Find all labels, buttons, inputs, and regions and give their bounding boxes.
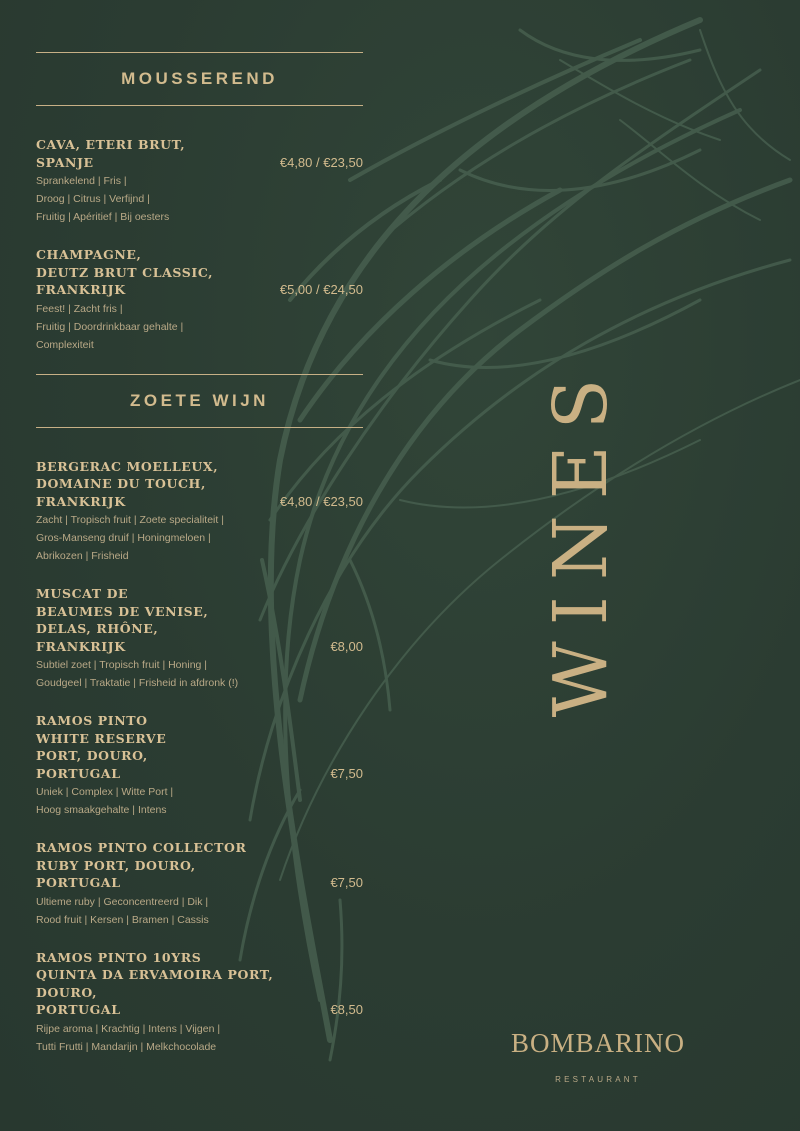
wine-item [36,585,363,692]
wines-title: WINES [538,362,624,718]
wine-price: €8,50 [330,1002,363,1017]
wine-price: €8,00 [330,638,363,654]
brand-subtitle: RESTAURANT [555,1075,641,1084]
section-mousserend [36,52,363,354]
wine-name: RAMOS PINTO COLLECTOR RUBY PORT, DOURO, PORTUGAL [36,840,247,890]
wine-item [36,246,363,354]
wine-description: Subtiel zoet | Tropisch fruit | Honing | Goudgeel | Traktatie | Frisheid in afdronk (!) [36,659,239,689]
wine-name: CAVA, ETERI BRUT, SPANJE [36,137,186,170]
wine-name: MUSCAT DE BEAUMES DE VENISE, DELAS, RHÔNE, FRANKRIJK [36,586,209,654]
wine-price: €4,80 / €23,50 [279,493,363,509]
wine-price: €7,50 [330,765,363,781]
section-header [36,374,363,428]
wine-price: €5,00 / €24,50 [279,282,363,297]
wine-item [36,839,363,929]
wine-description: Sprankelend | Fris | Droog | Citrus | Verfijnd | Fruitig | Apéritief | Bij oesters [36,175,170,223]
section-zoete-wijn [36,374,363,1056]
section-header [36,52,363,106]
brand-logo [490,1028,706,1084]
wine-item [36,949,363,1056]
wine-name: RAMOS PINTO WHITE RESERVE PORT, DOURO, PORTUGAL [36,713,167,781]
wine-name: CHAMPAGNE, DEUTZ BRUT CLASSIC, FRANKRIJK [36,247,214,297]
wine-name: BERGERAC MOELLEUX, DOMAINE DU TOUCH, FRANKRIJK [36,458,219,509]
wine-description: Feest! | Zacht fris | Fruitig | Doordrinkbaar gehalte | Complexiteit [36,302,184,351]
wine-description: Zacht | Tropisch fruit | Zoete specialiteit | Gros-Manseng druif | Honingmeloen | Abrikozen | Frisheid [36,514,224,562]
wine-item [36,458,363,566]
wine-menu [36,52,363,1076]
section-title: ZOETE WIJN [130,390,269,410]
wine-description: Ultieme ruby | Geconcentreerd | Dik | Rood fruit | Kersen | Bramen | Cassis [36,895,209,926]
wine-item [36,136,363,226]
wine-description: Rijpe aroma | Krachtig | Intens | Vijgen | Tutti Frutti | Mandarijn | Melkchocolade [36,1022,221,1053]
section-title: MOUSSEREND [121,69,278,88]
wine-name: RAMOS PINTO 10YRS QUINTA DA ERVAMOIRA PORT, DOURO, PORTUGAL [36,949,274,1017]
wine-item [36,712,363,819]
brand-name: BOMBARINO [510,1028,686,1058]
wine-price: €7,50 [330,875,363,890]
wine-price: €4,80 / €23,50 [279,154,363,170]
wine-description: Uniek | Complex | Witte Port | Hoog smaakgehalte | Intens [36,786,174,816]
